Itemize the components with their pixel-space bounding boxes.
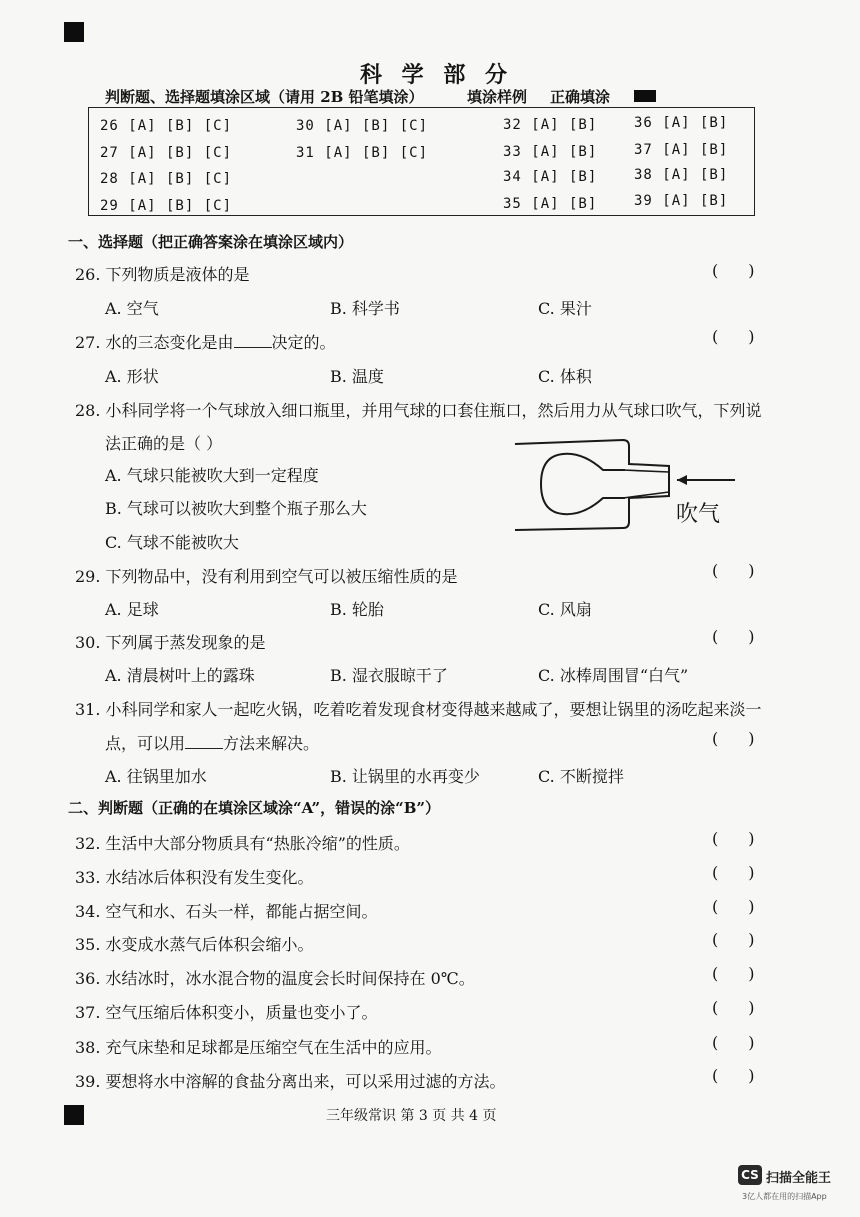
- answer-parentheses-33: ( ): [712, 863, 755, 882]
- bubble-row-27[interactable]: 27 [A] [B] [C]: [100, 145, 233, 161]
- judgment-item-33: 33. 水结冰后体积没有发生变化。: [75, 868, 314, 887]
- page-title: 科 学 部 分: [360, 62, 513, 88]
- answer-parentheses-35: ( ): [712, 930, 755, 949]
- question-26-stem: 26. 下列物质是液体的是: [75, 265, 250, 284]
- q28-option-a: A. 气球只能被吹大到一定程度: [105, 466, 319, 485]
- q28-option-c: C. 气球不能被吹大: [105, 533, 239, 552]
- figure-blow-label: 吹气: [676, 502, 721, 527]
- q31-fill-blank: [185, 734, 223, 749]
- q30-option-c: C. 冰棒周围冒“白气”: [538, 666, 689, 685]
- question-29-stem: 29. 下列物品中，没有利用到空气可以被压缩性质的是: [75, 567, 458, 586]
- judgment-item-37: 37. 空气压缩后体积变小，质量也变小了。: [75, 1003, 378, 1022]
- question-30-stem: 30. 下列属于蒸发现象的是: [75, 633, 266, 652]
- question-28-stem-line1: 28. 小科同学将一个气球放入细口瓶里，并用气球的口套住瓶口，然后用力从气球口吹气，下列说: [75, 401, 762, 420]
- bubble-row-37[interactable]: 37 [A] [B]: [634, 142, 729, 158]
- q27-option-c: C. 体积: [538, 367, 592, 386]
- question-31-stem-line2: [105, 731, 319, 754]
- registration-mark-top-left: [64, 22, 84, 42]
- bubble-row-26[interactable]: 26 [A] [B] [C]: [100, 118, 233, 134]
- correct-fill-label: 正确填涂: [550, 88, 611, 106]
- blow-arrow-head: [677, 475, 687, 485]
- judgment-item-36: 36. 水结冰时，冰水混合物的温度会长时间保持在 0℃。: [75, 969, 475, 988]
- camscanner-logo-icon: CS: [738, 1165, 762, 1185]
- q30-option-b: B. 湿衣服晾干了: [330, 666, 448, 685]
- q31-stem-post: 方法来解决。: [223, 734, 320, 753]
- bubble-row-28[interactable]: 28 [A] [B] [C]: [100, 171, 233, 187]
- answer-parentheses-32: ( ): [712, 829, 755, 848]
- bubble-row-32[interactable]: 32 [A] [B]: [503, 117, 598, 133]
- bubble-row-30[interactable]: 30 [A] [B] [C]: [296, 118, 429, 134]
- q27-stem-pre: 27. 水的三态变化是由: [75, 333, 234, 352]
- q26-option-a: A. 空气: [105, 299, 159, 318]
- q29-option-a: A. 足球: [105, 600, 159, 619]
- bubble-row-29[interactable]: 29 [A] [B] [C]: [100, 198, 233, 214]
- page-footer: 三年级常识 第 3 页 共 4 页: [326, 1108, 497, 1124]
- bubble-row-36[interactable]: 36 [A] [B]: [634, 115, 729, 131]
- bubble-row-35[interactable]: 35 [A] [B]: [503, 196, 598, 212]
- bubble-row-31[interactable]: 31 [A] [B] [C]: [296, 145, 429, 161]
- q28-option-b: B. 气球可以被吹大到整个瓶子那么大: [105, 499, 367, 518]
- section-heading-judgment: 二、判断题（正确的在填涂区域涂“A”，错误的涂“B”）: [68, 799, 441, 817]
- q31-option-c: C. 不断搅拌: [538, 767, 624, 786]
- answer-parentheses-34: ( ): [712, 897, 755, 916]
- bubble-row-33[interactable]: 33 [A] [B]: [503, 144, 598, 160]
- q26-option-b: B. 科学书: [330, 299, 400, 318]
- answer-parentheses-36: ( ): [712, 964, 755, 983]
- answer-parentheses-31: ( ): [712, 729, 755, 748]
- answer-parentheses-38: ( ): [712, 1033, 755, 1052]
- q31-option-b: B. 让锅里的水再变少: [330, 767, 480, 786]
- q29-option-c: C. 风扇: [538, 600, 592, 619]
- judgment-item-34: 34. 空气和水、石头一样，都能占据空间。: [75, 902, 378, 921]
- judgment-item-38: 38. 充气床垫和足球都是压缩空气在生活中的应用。: [75, 1038, 442, 1057]
- answer-parentheses-39: ( ): [712, 1066, 755, 1085]
- fill-region-label: 判断题、选择题填涂区域（请用 2B 铅笔填涂）: [105, 88, 424, 106]
- judgment-item-35: 35. 水变成水蒸气后体积会缩小。: [75, 935, 314, 954]
- q31-stem-pre: 点，可以用: [105, 734, 186, 753]
- answer-parentheses-30: ( ): [712, 627, 755, 646]
- q26-option-c: C. 果汁: [538, 299, 592, 318]
- q31-option-a: A. 往锅里加水: [105, 767, 207, 786]
- bubble-row-39[interactable]: 39 [A] [B]: [634, 193, 729, 209]
- answer-parentheses-26: ( ): [712, 261, 755, 280]
- question-27-stem: [75, 330, 336, 353]
- q27-fill-blank: [234, 333, 272, 348]
- question-28-stem-line2: 法正确的是（ ）: [105, 434, 223, 453]
- answer-parentheses-37: ( ): [712, 998, 755, 1017]
- bubble-row-34[interactable]: 34 [A] [B]: [503, 169, 598, 185]
- judgment-item-39: 39. 要想将水中溶解的食盐分离出来，可以采用过滤的方法。: [75, 1072, 506, 1091]
- q27-stem-post: 决定的。: [271, 333, 336, 352]
- question-31-stem-line1: 31. 小科同学和家人一起吃火锅，吃着吃着发现食材变得越来越咸了，要想让锅里的汤吃起来淡一: [75, 700, 762, 719]
- q27-option-a: A. 形状: [105, 367, 159, 386]
- section-heading-choice: 一、选择题（把正确答案涂在填涂区域内）: [68, 233, 354, 251]
- balloon-neck-top: [623, 470, 669, 472]
- q27-option-b: B. 温度: [330, 367, 384, 386]
- judgment-item-32: 32. 生活中大部分物质具有“热胀冷缩”的性质。: [75, 834, 410, 853]
- balloon-shape: [541, 454, 625, 514]
- camscanner-tagline: 3亿人都在用的扫描App: [742, 1192, 827, 1201]
- bubble-row-38[interactable]: 38 [A] [B]: [634, 167, 729, 183]
- answer-parentheses-29: ( ): [712, 561, 755, 580]
- registration-mark-bottom-left: [64, 1105, 84, 1125]
- q30-option-a: A. 清晨树叶上的露珠: [105, 666, 255, 685]
- sample-label: 填涂样例: [467, 88, 528, 106]
- bottle-outline: [515, 440, 669, 530]
- answer-parentheses-27: ( ): [712, 327, 755, 346]
- correct-fill-sample-mark: [634, 90, 656, 102]
- camscanner-name: 扫描全能王: [766, 1171, 832, 1186]
- q29-option-b: B. 轮胎: [330, 600, 384, 619]
